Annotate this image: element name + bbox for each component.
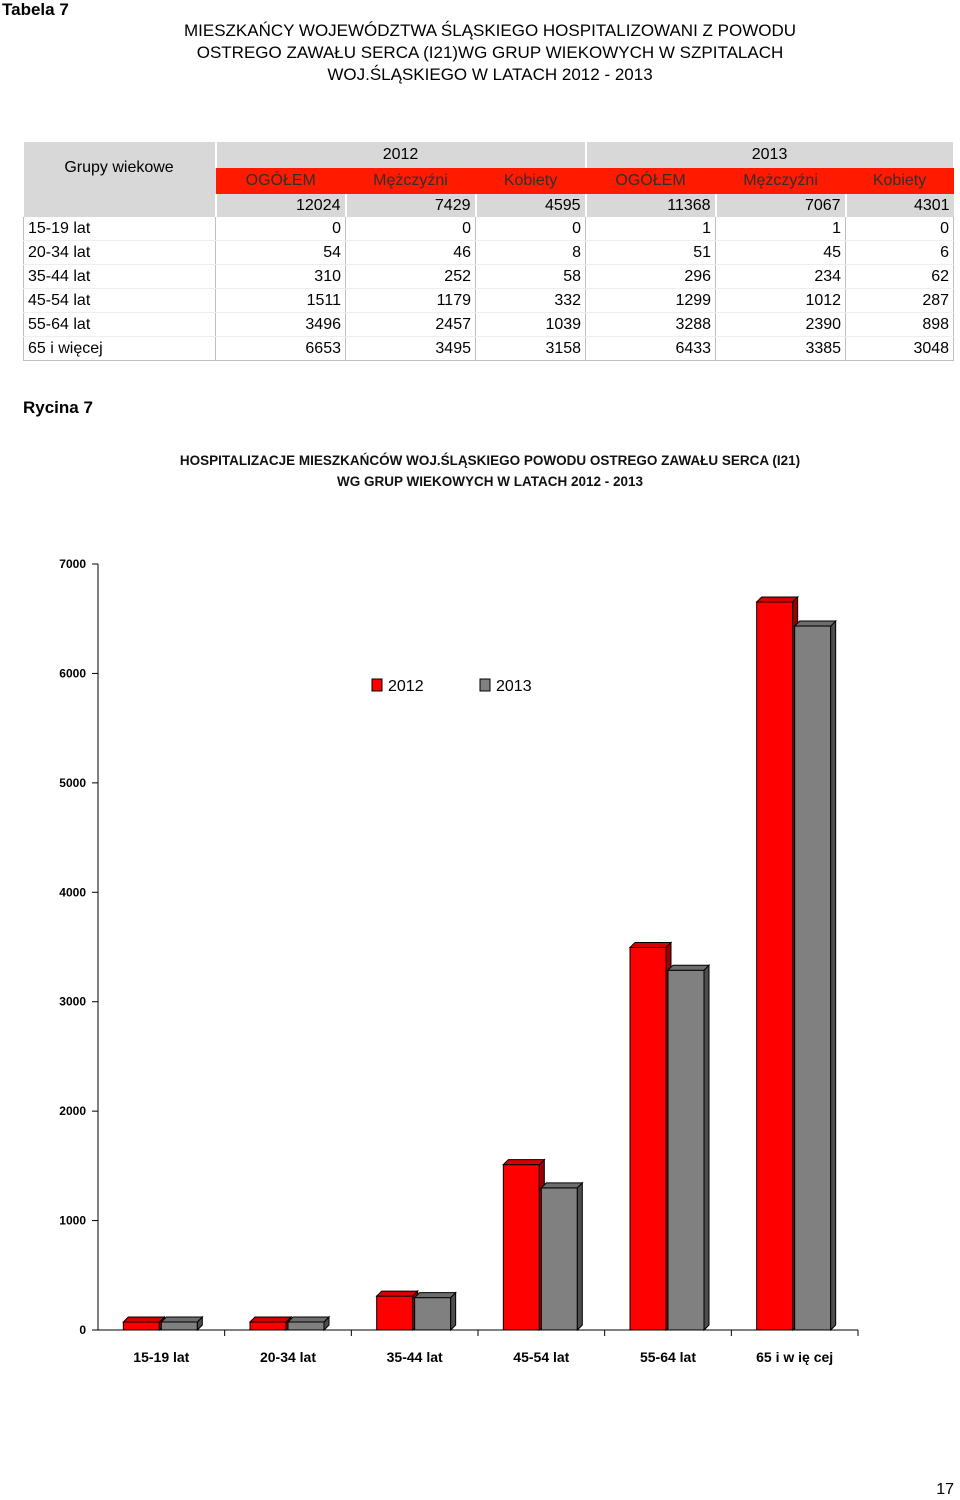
bar-top: [503, 1160, 544, 1165]
hospitalization-table: [23, 142, 955, 361]
report-title-line-1: MIESZKAŃCY WOJEWÓDZTWA ŚLĄSKIEGO HOSPITALIZOWANI Z POWODU: [183, 21, 797, 40]
x-tick-label: 35-44 lat: [386, 1349, 443, 1365]
sub-header-cell: Mężczyźni: [716, 168, 846, 194]
table-cell: 2457: [346, 313, 476, 337]
table-cell: 3288: [586, 313, 716, 337]
y-tick-label: 1000: [59, 1213, 86, 1228]
bar-front: [288, 1322, 324, 1330]
table-cell: 332: [476, 289, 586, 313]
bar-2013: [668, 965, 709, 1330]
sub-header-cell: Mężczyźni: [346, 168, 476, 194]
y-tick-label: 7000: [59, 557, 86, 571]
table-row: [24, 313, 954, 337]
row-label: 15-19 lat: [24, 217, 216, 241]
table-cell: 234: [716, 265, 846, 289]
bar-top: [757, 597, 798, 602]
table-row: [24, 217, 954, 241]
bar-front: [757, 602, 793, 1330]
table-cell: 6: [846, 241, 954, 265]
bar-side: [451, 1293, 456, 1330]
row-label: 45-54 lat: [24, 289, 216, 313]
x-tick-label: 45-54 lat: [513, 1349, 570, 1365]
bar-top: [377, 1291, 418, 1296]
x-tick-label: 55-64 lat: [639, 1349, 697, 1365]
bar-2012: [503, 1160, 544, 1330]
bar-chart: [0, 540, 960, 1380]
table-cell: 8: [476, 241, 586, 265]
report-title: [130, 20, 850, 86]
table-cell: 6433: [586, 337, 716, 361]
table-row: [24, 337, 954, 361]
totals-label-cell: [24, 194, 216, 217]
sub-header-cell: OGÓŁEM: [216, 168, 346, 194]
bar-2013: [415, 1293, 456, 1330]
total-cell: 4595: [476, 194, 586, 217]
total-cell: 7067: [716, 194, 846, 217]
table-cell: 0: [346, 217, 476, 241]
table-cell: 0: [846, 217, 954, 241]
table-cell: 252: [346, 265, 476, 289]
table-cell: 3048: [846, 337, 954, 361]
table-cell: 62: [846, 265, 954, 289]
bar-side: [704, 965, 709, 1330]
table-cell: 54: [216, 241, 346, 265]
report-title-line-2: OSTREGO ZAWAŁU SERCA (I21)WG GRUP WIEKOWYCH W SZPITALACH: [196, 43, 784, 62]
bar-2013: [795, 621, 836, 1330]
y-tick-label: 5000: [59, 775, 86, 790]
table-cell: 0: [216, 217, 346, 241]
bar-top: [630, 942, 671, 947]
table-cell: 1179: [346, 289, 476, 313]
bar-top: [123, 1317, 164, 1322]
table-cell: 1511: [216, 289, 346, 313]
row-label: 65 i więcej: [24, 337, 216, 361]
bar-front: [123, 1322, 159, 1330]
y-tick-label: 4000: [59, 885, 86, 900]
chart-title-line-1: HOSPITALIZACJE MIESZKAŃCÓW WOJ.ŚLĄSKIEGO POWODU OSTREGO ZAWAŁU SERCA (I21): [179, 453, 801, 468]
bar-top: [415, 1293, 456, 1298]
table-cell: 1039: [476, 313, 586, 337]
bar-top: [668, 965, 709, 970]
bar-front: [415, 1298, 451, 1330]
y-tick-label: 3000: [59, 994, 86, 1009]
table-cell: 287: [846, 289, 954, 313]
table-row: [24, 241, 954, 265]
bar-top: [250, 1317, 291, 1322]
bar-front: [377, 1296, 413, 1330]
year-header-2013: 2013: [586, 142, 954, 168]
x-tick-label: 20-34 lat: [259, 1349, 317, 1365]
totals-row: [24, 194, 954, 217]
year-header-2012: 2012: [216, 142, 586, 168]
table-cell: 310: [216, 265, 346, 289]
bar-2012: [123, 1317, 164, 1330]
table-cell: 2390: [716, 313, 846, 337]
table-cell: 0: [476, 217, 586, 241]
table-cell: 46: [346, 241, 476, 265]
chart-title-line-2: WG GRUP WIEKOWYCH W LATACH 2012 - 2013: [336, 474, 644, 489]
chart-title: [90, 450, 890, 492]
table-cell: 1299: [586, 289, 716, 313]
table-cell: 45: [716, 241, 846, 265]
bar-front: [795, 626, 831, 1330]
bar-front: [541, 1188, 577, 1330]
table-cell: 51: [586, 241, 716, 265]
total-cell: 4301: [846, 194, 954, 217]
legend-label: 2013: [496, 678, 532, 695]
table-cell: 3158: [476, 337, 586, 361]
bar-side: [577, 1183, 582, 1330]
bar-2013: [541, 1183, 582, 1330]
bar-side: [831, 621, 836, 1330]
total-cell: 11368: [586, 194, 716, 217]
y-tick-label: 6000: [59, 666, 86, 681]
year-header-row: [24, 142, 954, 168]
table-cell: 898: [846, 313, 954, 337]
page-number: 17: [936, 1481, 954, 1498]
y-tick-label: 2000: [59, 1104, 86, 1119]
age-group-header: Grupy wiekowe: [24, 142, 216, 194]
bar-top: [288, 1317, 329, 1322]
bar-2012: [250, 1317, 291, 1330]
legend-swatch-2013: [480, 679, 490, 691]
table-cell: 1: [586, 217, 716, 241]
table-caption: Tabela 7: [2, 0, 69, 19]
table-cell: 296: [586, 265, 716, 289]
table-cell: 3495: [346, 337, 476, 361]
bar-front: [250, 1322, 286, 1330]
figure-caption: Rycina 7: [23, 398, 93, 417]
row-label: 20-34 lat: [24, 241, 216, 265]
table-cell: 58: [476, 265, 586, 289]
bar-front: [668, 970, 704, 1330]
row-label: 55-64 lat: [24, 313, 216, 337]
y-tick-label: 0: [79, 1323, 86, 1337]
report-title-line-3: WOJ.ŚLĄSKIEGO W LATACH 2012 - 2013: [327, 65, 653, 84]
table-cell: 6653: [216, 337, 346, 361]
x-tick-label: 65 i w ię cej: [756, 1349, 834, 1365]
total-cell: 12024: [216, 194, 346, 217]
table-cell: 1: [716, 217, 846, 241]
bar-2013: [161, 1317, 202, 1330]
x-tick-label: 15-19 lat: [133, 1349, 190, 1365]
legend-swatch-2012: [372, 679, 382, 691]
legend-label: 2012: [388, 678, 424, 695]
table-row: [24, 265, 954, 289]
bar-top: [541, 1183, 582, 1188]
sub-header-cell: Kobiety: [846, 168, 954, 194]
bar-2013: [288, 1317, 329, 1330]
bar-front: [630, 947, 666, 1330]
bar-top: [795, 621, 836, 626]
bar-2012: [377, 1291, 418, 1330]
row-label: 35-44 lat: [24, 265, 216, 289]
table-cell: 3496: [216, 313, 346, 337]
total-cell: 7429: [346, 194, 476, 217]
table-cell: 3385: [716, 337, 846, 361]
sub-header-cell: Kobiety: [476, 168, 586, 194]
bar-top: [161, 1317, 202, 1322]
bar-2012: [757, 597, 798, 1330]
bar-front: [503, 1165, 539, 1330]
table-cell: 1012: [716, 289, 846, 313]
sub-header-cell: OGÓŁEM: [586, 168, 716, 194]
bar-2012: [630, 942, 671, 1330]
table-row: [24, 289, 954, 313]
bar-front: [161, 1322, 197, 1330]
